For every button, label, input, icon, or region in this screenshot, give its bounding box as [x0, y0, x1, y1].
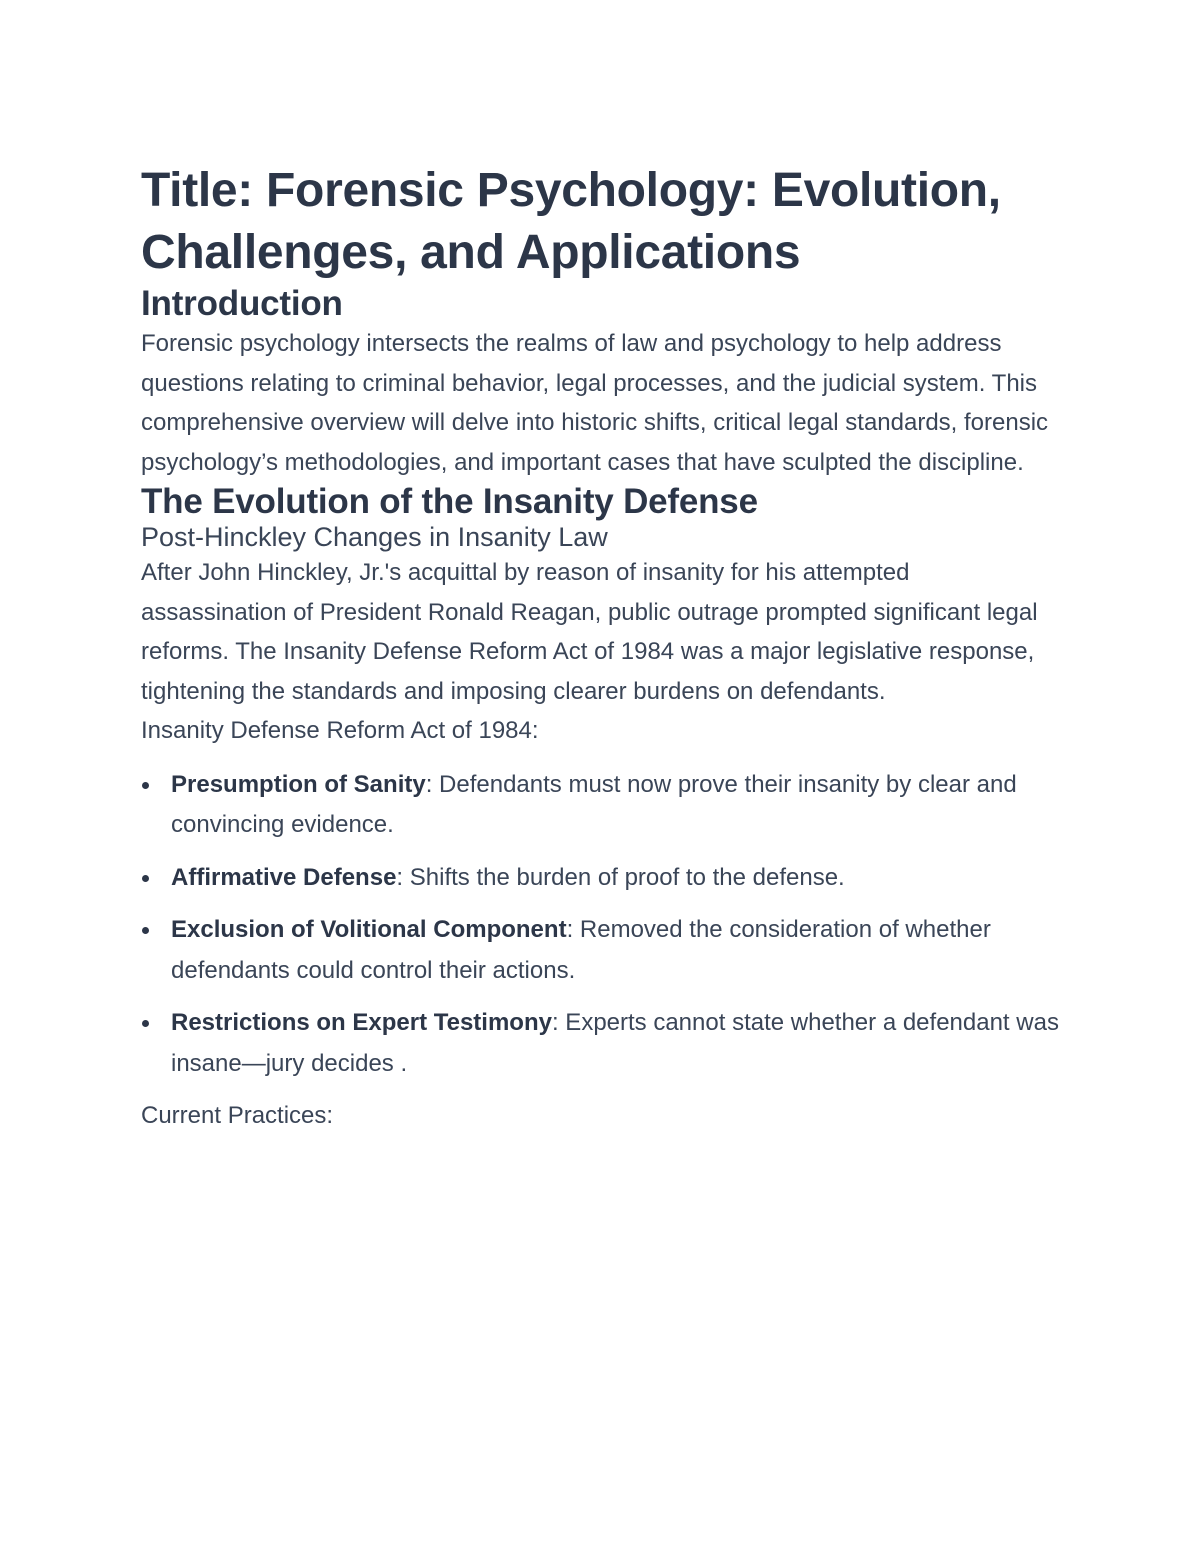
bullet-icon — [142, 782, 149, 789]
document-page — [141, 160, 1061, 1136]
list-item-term: Restrictions on Expert Testimony — [171, 1009, 552, 1036]
list-item-text: : Shifts the burden of proof to the defense. — [396, 863, 845, 891]
introduction-heading: Introduction — [141, 284, 343, 323]
list-item-term: Affirmative Defense — [171, 863, 397, 891]
bullet-icon — [142, 875, 149, 882]
list-item-text: : Defendants must now prove their insanity by clear and convincing evidence. — [171, 770, 1017, 838]
introduction-paragraph: Forensic psychology intersects the realms of law and psychology to help address questions relating to criminal behavior, legal processes, and the judicial system. This comprehensive overview will delve into historic shifts, critical legal standards, forensic psychology’s methodologies, and important cases that have sculpted the discipline. — [141, 330, 1049, 476]
list-item — [141, 1003, 1061, 1084]
list-item-term: Presumption of Sanity — [171, 770, 426, 798]
document-title: Title: Forensic Psychology: Evolution, Challenges, and Applications — [141, 164, 1001, 279]
reform-act-list — [141, 765, 1061, 1085]
list-item — [141, 910, 1061, 991]
bullet-icon — [142, 1020, 149, 1027]
bullet-icon — [142, 927, 149, 934]
list-item — [141, 858, 1061, 899]
insanity-section-heading: The Evolution of the Insanity Defense — [141, 482, 758, 521]
hinckley-paragraph: After John Hinckley, Jr.'s acquittal by reason of insanity for his attempted assassination of President Ronald Reagan, public outrage prompted significant legal reforms. The Insanity Defense Reform Act of 1984 was a major legislative response, tightening the standards and imposing clearer burdens on defendants. — [141, 559, 1038, 705]
list-item-text: : Experts cannot state whether a defendant was insane—jury decides . — [171, 1009, 1059, 1077]
list-item-text: : Removed the consideration of whether defendants could control their actions. — [171, 916, 991, 984]
reform-act-label: Insanity Defense Reform Act of 1984: — [141, 717, 539, 744]
post-hinckley-subheading: Post-Hinckley Changes in Insanity Law — [141, 522, 608, 552]
list-item — [141, 765, 1061, 846]
current-practices-label: Current Practices: — [141, 1102, 334, 1129]
list-item-term: Exclusion of Volitional Component — [171, 916, 567, 943]
